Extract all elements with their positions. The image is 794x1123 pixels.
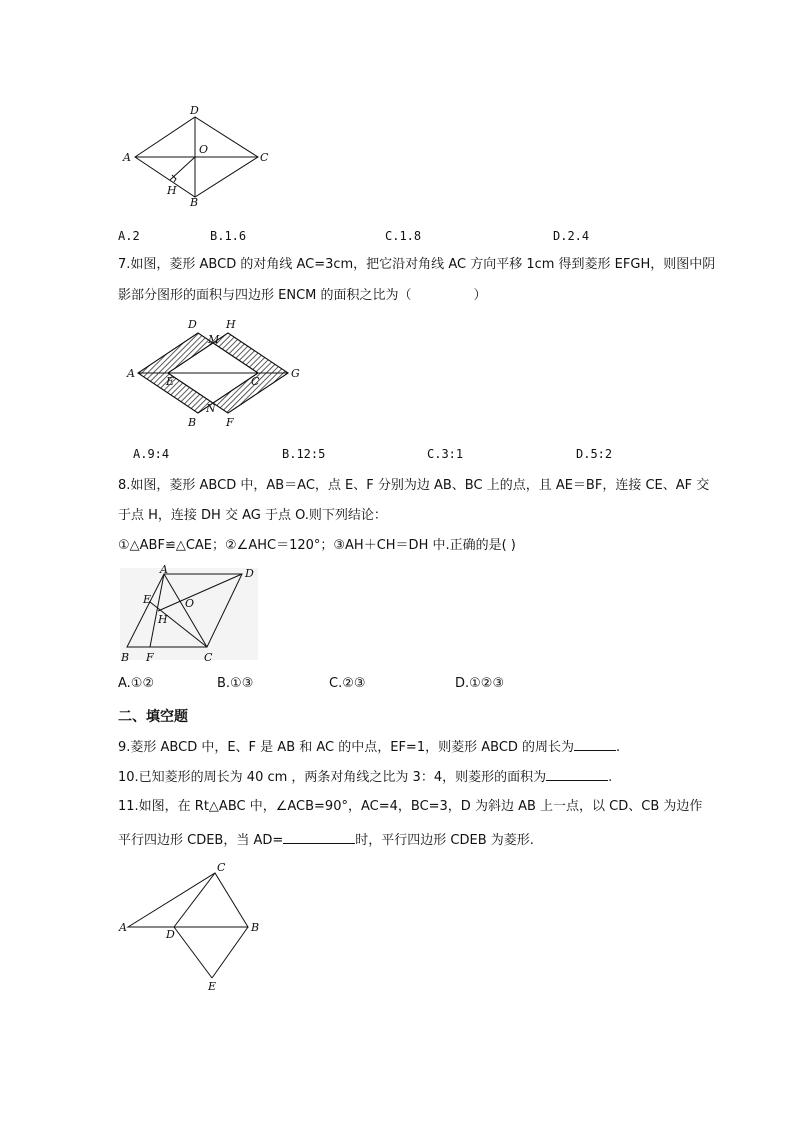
label-m: M — [208, 333, 220, 346]
q7-question-line1: 7.如图，菱形 ABCD 的对角线 AC=3cm，把它沿对角线 AC 方向平移 1cm 得到菱形 EFGH，则图中阴 — [118, 257, 716, 272]
q9-answer-blank[interactable] — [574, 738, 616, 751]
triangle-figure-q11 — [115, 860, 275, 995]
q8-option-c[interactable]: C.②③ — [329, 676, 366, 691]
label-h: H — [167, 184, 177, 197]
label-o: O — [185, 597, 195, 610]
label-d: D — [166, 928, 175, 941]
q7-option-b[interactable]: B.12:5 — [282, 447, 326, 461]
rhombus-figure-q6 — [115, 100, 285, 210]
q8-question-line3: ①△ABF≌△CAE；②∠AHC＝120°；③AH＋CH＝DH 中.正确的是( ) — [118, 538, 516, 553]
label-b: B — [251, 921, 260, 934]
q7-option-c[interactable]: C.3:1 — [427, 447, 464, 461]
label-a: A — [123, 151, 131, 164]
label-a: A — [127, 367, 135, 380]
rhombus-figure-q7 — [120, 315, 310, 430]
section-title-fill-in: 二、填空题 — [118, 709, 188, 725]
label-e: E — [143, 593, 152, 606]
label-a: A — [119, 921, 127, 934]
q6-option-d[interactable]: D.2.4 — [553, 229, 590, 243]
segment-cd — [174, 873, 215, 927]
q7-question-line2: 影部分图形的面积与四边形 ENCM 的面积之比为（ ） — [118, 288, 487, 303]
label-a: A — [160, 563, 168, 576]
q8-option-d[interactable]: D.①②③ — [455, 676, 505, 691]
q6-option-a[interactable]: A.2 — [118, 229, 140, 243]
label-d: D — [245, 567, 254, 580]
q11-answer-blank[interactable] — [283, 831, 355, 844]
label-c: C — [204, 651, 213, 664]
q9-question: 9.菱形 ABCD 中，E、F 是 AB 和 AC 的中点，EF=1，则菱形 ABCD 的周长为 . — [118, 740, 621, 755]
q7-option-a[interactable]: A.9:4 — [133, 447, 170, 461]
label-d: D — [190, 104, 199, 117]
q10-answer-blank[interactable] — [546, 768, 608, 781]
label-o: O — [199, 143, 209, 156]
label-f: F — [146, 651, 154, 664]
q10-question: 10.已知菱形的周长为 40 cm ，两条对角线之比为 3：4，则菱形的面积为 . — [118, 770, 613, 785]
q8-question-line2: 于点 H，连接 DH 交 AG 于点 O.则下列结论： — [118, 508, 387, 523]
figure-background — [120, 568, 258, 660]
q7-option-d[interactable]: D.5:2 — [576, 447, 613, 461]
q11-question-line1: 11.如图，在 Rt△ABC 中，∠ACB=90°，AC=4，BC=3，D 为斜边 AB 上一点，以 CD、CB 为边作 — [118, 799, 703, 814]
q8-option-a[interactable]: A.①② — [118, 676, 155, 691]
q6-option-c[interactable]: C.1.8 — [385, 229, 422, 243]
triangle-abc — [128, 873, 248, 927]
label-e: E — [166, 375, 175, 388]
label-b: B — [121, 651, 130, 664]
q6-option-b[interactable]: B.1.6 — [210, 229, 247, 243]
q8-question-line1: 8.如图，菱形 ABCD 中，AB＝AC，点 E、F 分别为边 AB、BC 上的点，且 AE＝BF，连接 CE、AF 交 — [118, 478, 710, 493]
rhombus-figure-q8 — [115, 563, 265, 668]
label-c: C — [260, 151, 269, 164]
label-b: B — [190, 196, 199, 209]
label-c: C — [251, 375, 260, 388]
label-g: G — [291, 367, 300, 380]
label-n: N — [206, 402, 216, 415]
label-h: H — [226, 318, 236, 331]
label-d: D — [188, 318, 197, 331]
label-c: C — [217, 861, 226, 874]
segment-de — [174, 927, 212, 978]
q11-question-line2: 平行四边形 CDEB，当 AD= 时，平行四边形 CDEB 为菱形. — [118, 833, 534, 848]
label-f: F — [226, 416, 234, 429]
segment-be — [212, 927, 248, 978]
q8-option-b[interactable]: B.①③ — [217, 676, 254, 691]
label-b: B — [188, 416, 197, 429]
label-h: H — [158, 613, 168, 626]
label-e: E — [208, 980, 217, 993]
